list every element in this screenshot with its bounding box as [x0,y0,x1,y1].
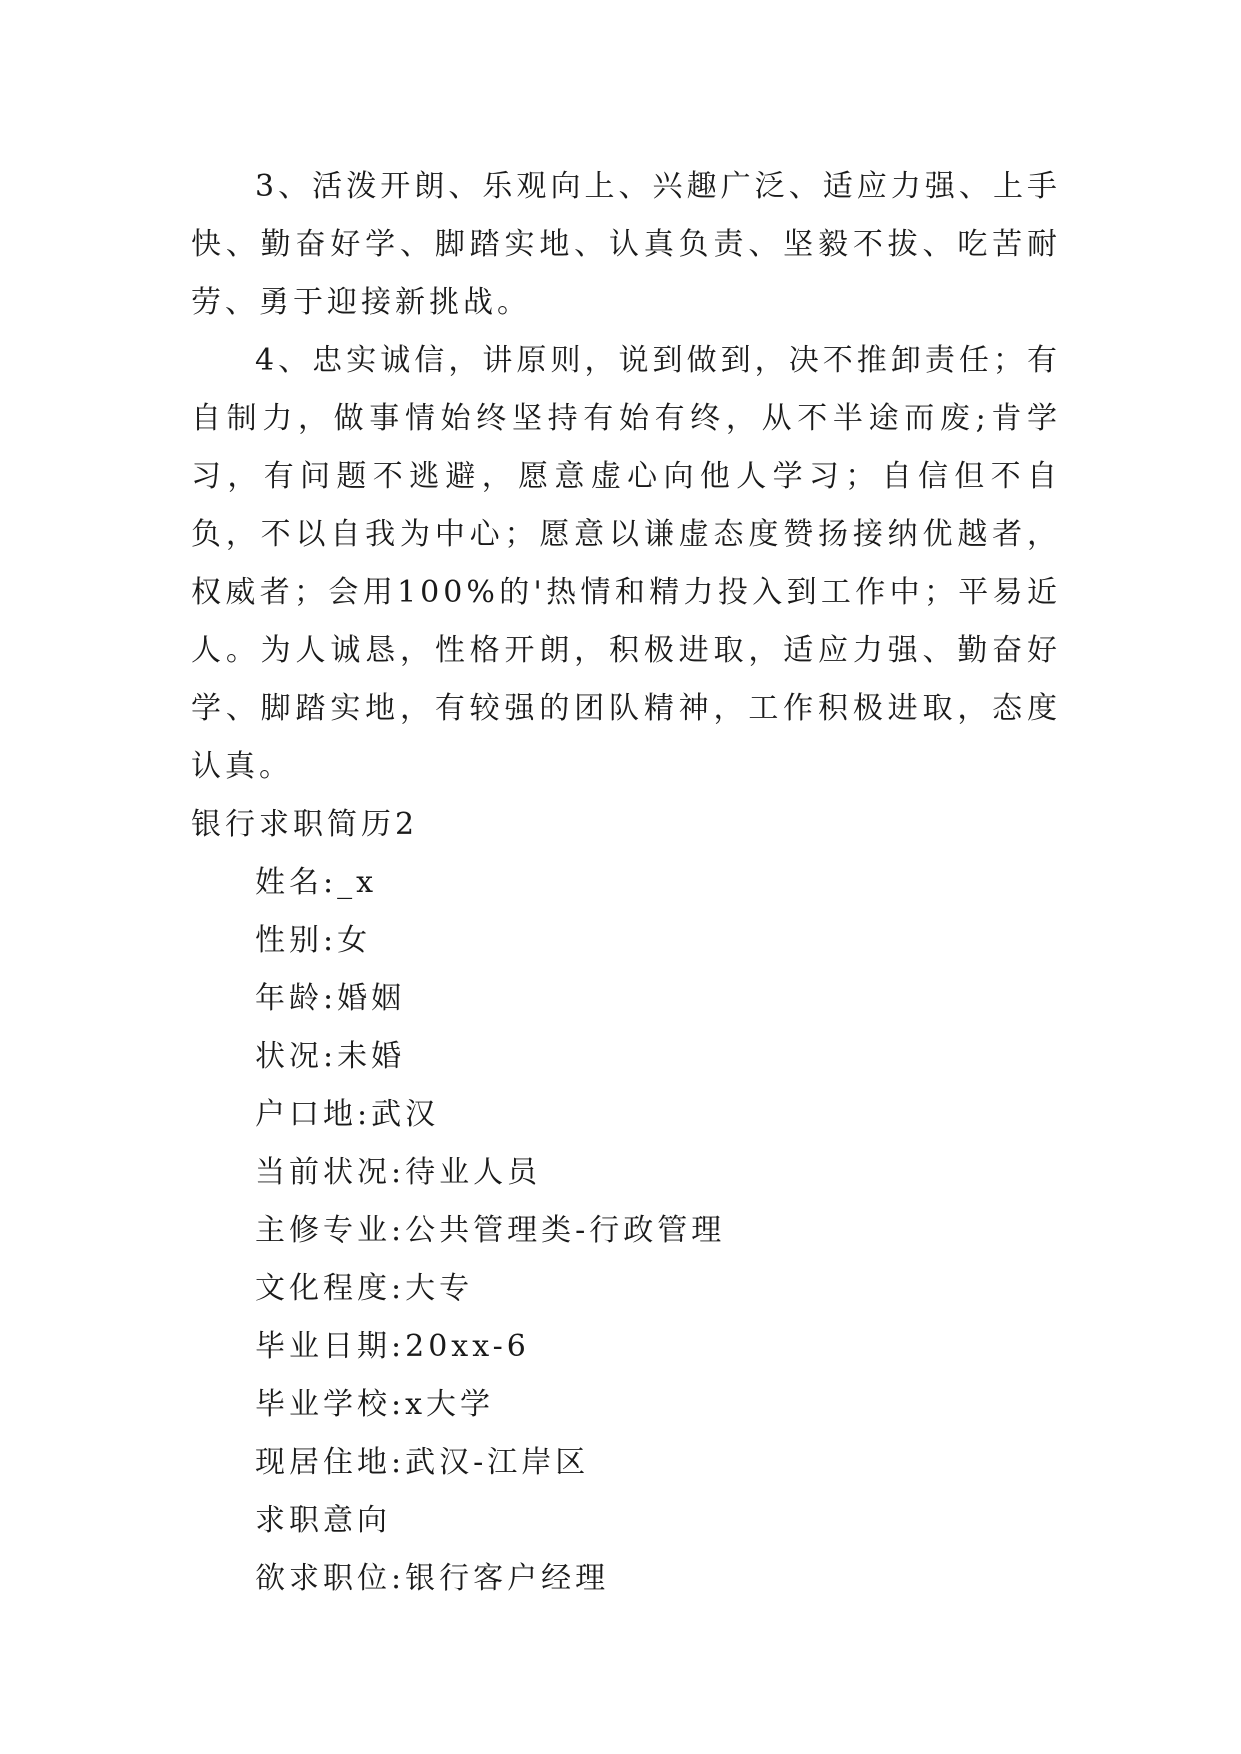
paragraph-3: 3、活泼开朗、乐观向上、兴趣广泛、适应力强、上手快、勤奋好学、脚踏实地、认真负责、坚毅不拔、吃苦耐劳、勇于迎接新挑战。 [191,169,1061,320]
field-age: 年龄:婚姻 [255,981,406,1016]
field-residence: 现居住地:武汉-江岸区 [255,1445,590,1480]
section-title: 银行求职简历2 [191,807,419,842]
field-major: 主修专业:公共管理类-行政管理 [255,1213,726,1248]
field-desired-position: 欲求职位:银行客户经理 [255,1561,610,1596]
field-hukou: 户口地:武汉 [255,1097,440,1132]
field-current-status: 当前状况:待业人员 [255,1155,542,1190]
field-job-intention: 求职意向 [255,1503,391,1538]
field-school: 毕业学校:x大学 [255,1387,495,1422]
field-education: 文化程度:大专 [255,1271,474,1306]
field-marital-status: 状况:未婚 [255,1039,406,1074]
field-name: 姓名:_x [255,865,378,900]
paragraph-4: 4、忠实诚信，讲原则，说到做到，决不推卸责任；有自制力，做事情始终坚持有始有终，从不半途而废;肯学习，有问题不逃避，愿意虚心向他人学习；自信但不自负，不以自我为中心；愿意以谦虚态度赞扬接纳优越者，权威者；会用100%的'热情和精力投入到工作中；平易近人。为人诚恳，性格开朗，积极进取，适应力强、勤奋好学、脚踏实地，有较强的团队精神，工作积极进取，态度认真。 [191,343,1061,784]
document-body [191,158,1061,1608]
field-gender: 性别:女 [255,923,372,958]
field-graduation-date: 毕业日期:20xx-6 [255,1329,530,1364]
